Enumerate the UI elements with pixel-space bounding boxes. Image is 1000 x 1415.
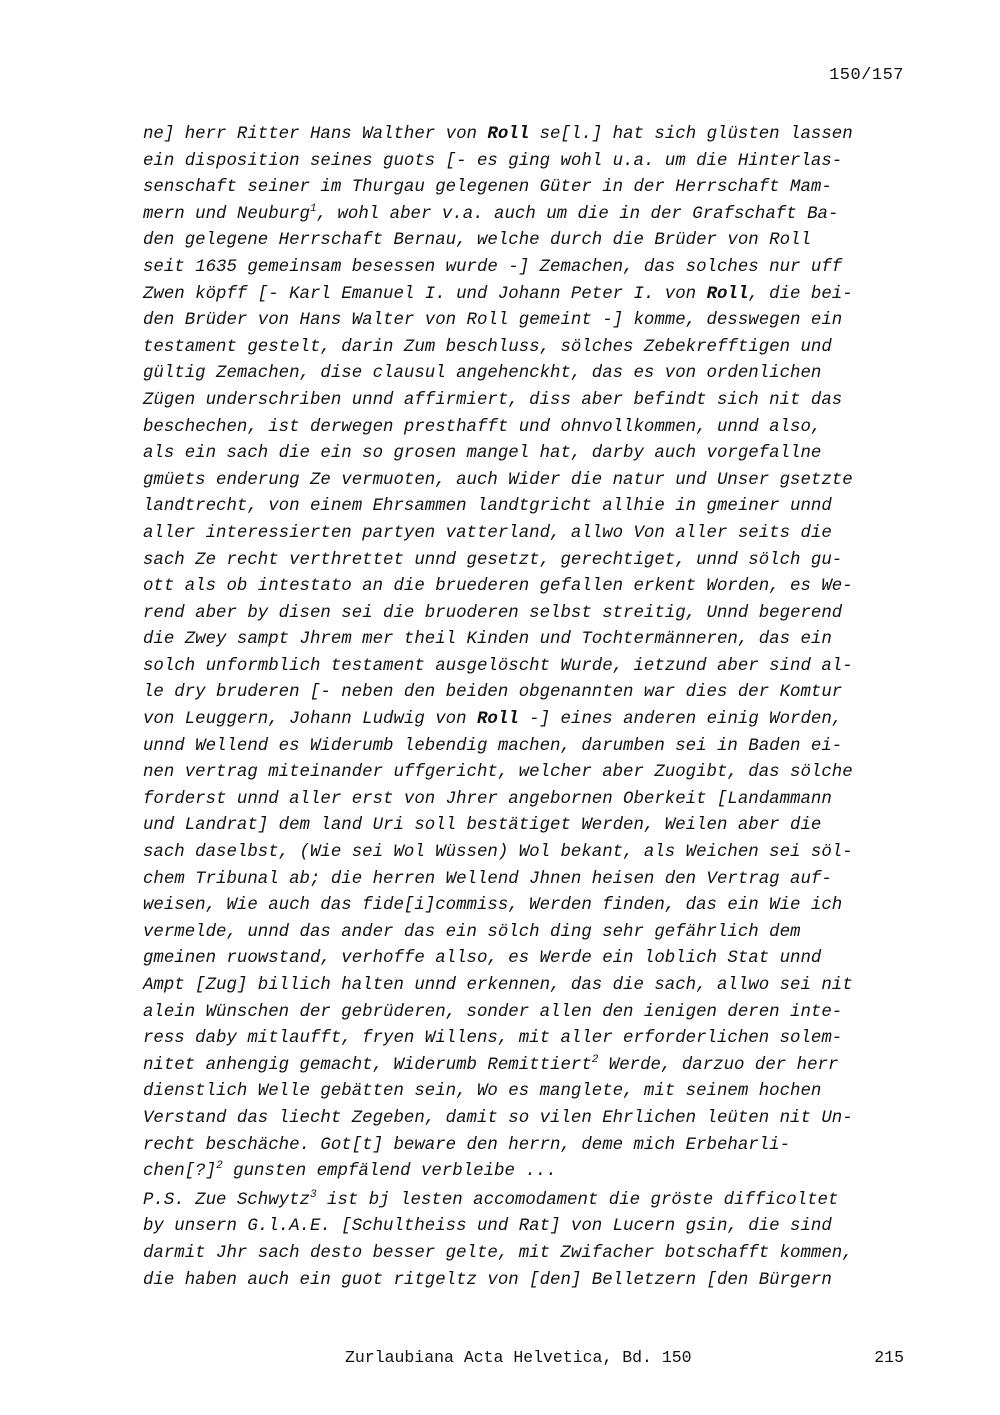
text-line: Ampt [Zug] billich halten unnd erkennen, das die sach, allwo sei nit	[143, 976, 853, 995]
ps-line: P.S. Zue Schwytz$^3$ ist bj lesten accomodament die gröste difficoltet	[143, 1188, 839, 1210]
text-line: mern und Neuburg$^1$, wohl aber v.a. auch um die in der Grafschaft Ba-	[143, 202, 839, 224]
text-line: weisen, Wie auch das fide[i]commiss, Werden finden, das ein Wie ich	[143, 896, 843, 916]
bold-name: Roll	[476, 710, 519, 730]
footnote-marker: 2	[216, 1160, 223, 1173]
text-line: aller interessierten partyen vatterland, allwo Von aller seits die	[143, 523, 832, 543]
text-line: le dry bruderen [- neben den beiden obgenannten war dies der Komtur	[143, 683, 843, 703]
text-line: gmüets enderung Ze vermuoten, auch Wider die natur und Unser gsetzte	[143, 470, 853, 490]
text-line: beschechen, ist derwegen presthafft und ohnvollkommen, unnd also,	[143, 417, 822, 437]
text-line: rend aber by disen sei die bruoderen selbst streitig, Unnd begerend	[143, 603, 843, 623]
text-line: solch unformblich testament ausgelöscht Wurde, ietzund aber sind al-	[143, 656, 853, 676]
text-line: vermelde, unnd das ander das ein sölch ding sehr gefährlich dem	[143, 922, 801, 942]
text-line: ress daby mitlaufft, fryen Willens, mit aller erforderlichen solem-	[143, 1029, 843, 1049]
text-line: ott als ob intestato an die bruederen gefallen erkent Worden, es We-	[143, 577, 853, 597]
text-line: von Leuggern, Johann Ludwig von Roll -] eines anderen einig Worden,	[143, 710, 843, 730]
text-line: chen[?]$^2$ gunsten empfälend verbleibe ...	[143, 1160, 557, 1182]
text-line: sach Ze recht verthrettet unnd gesetzt, gerechtiget, unnd sölch gu-	[143, 550, 843, 570]
text-line: nitet anhengig gemacht, Widerumb Remittiert$^2$ Werde, darzuo der herr	[143, 1053, 839, 1075]
bold-name: Roll	[706, 284, 749, 304]
ps-line: die haben auch ein guot ritgeltz von [den] Belletzern [den Bürgern	[143, 1270, 832, 1290]
text-line: ne] herr Ritter Hans Walther von Roll se[l.] hat sich glüsten lassen	[143, 125, 853, 144]
body-text	[143, 122, 923, 1294]
text-line: nen vertrag miteinander uffgericht, welcher aber Zuogibt, das sölche	[143, 763, 853, 783]
text-line: den gelegene Herrschaft Bernau, welche durch die Brüder von Roll	[143, 231, 811, 251]
bold-name: Roll	[487, 125, 530, 144]
text-line: Zwen köpff [- Karl Emanuel I. und Johann Peter I. von Roll, die bei-	[143, 284, 853, 304]
text-line: gültig Zemachen, dise clausul angehenckht, das es von ordenlichen	[143, 364, 822, 384]
text-line: und Landrat] dem land Uri soll bestätiget Werden, Weilen aber die	[143, 816, 822, 836]
footer-page-number: 215	[874, 1348, 904, 1367]
text-line: landtrecht, von einem Ehrsammen landtgricht allhie in gmeiner unnd	[143, 497, 832, 517]
main-paragraph	[143, 122, 923, 1186]
text-line: gmeinen ruowstand, verhoffe allso, es Werde ein loblich Stat unnd	[143, 949, 822, 969]
ps-line: darmit Jhr sach desto besser gelte, mit Zwifacher botschafft kommen,	[143, 1243, 853, 1263]
footnote-marker: 1	[309, 202, 317, 215]
text-line: Zügen underschriben unnd affirmiert, diss aber befindt sich nit das	[143, 390, 843, 410]
text-line: senschaft seiner im Thurgau gelegenen Güter in der Herrschaft Mam-	[143, 178, 832, 198]
text-line: unnd Wellend es Widerumb lebendig machen, darumben sei in Baden ei-	[143, 736, 843, 756]
text-line: chem Tribunal ab; die herren Wellend Jhnen heisen den Vertrag auf-	[143, 869, 832, 889]
page-number: 150/157	[829, 66, 904, 85]
footnote-marker: 2	[591, 1053, 599, 1066]
text-line: testament gestelt, darin Zum beschluss, sölches Zebekrefftigen und	[143, 337, 832, 357]
text-line: den Brüder von Hans Walter von Roll gemeint -] komme, desswegen ein	[143, 311, 843, 331]
text-line: seit 1635 gemeinsam besessen wurde -] Zemachen, das solches nur uff	[143, 257, 843, 277]
text-line: forderst unnd aller erst von Jhrer angebornen Oberkeit [Landammann	[143, 789, 832, 809]
ps-line: by unsern G.l.A.E. [Schultheiss und Rat] von Lucern gsin, die sind	[143, 1217, 832, 1237]
text-line: Verstand das liecht Zegeben, damit so vilen Ehrlichen leüten nit Un-	[143, 1108, 853, 1128]
text-line: alein Wünschen der gebrüderen, sonder allen den ienigen deren inte-	[143, 1002, 843, 1022]
text-line: ein disposition seines guots [- es ging wohl u.a. um die Hinterlas-	[143, 151, 843, 171]
text-line: sach daselbst, (Wie sei Wol Wüssen) Wol bekant, als Weichen sei söl-	[143, 843, 853, 863]
text-line: dienstlich Welle gebätten sein, Wo es manglete, mit seinem hochen	[143, 1082, 822, 1102]
text-line: recht beschäche. Got[t] beware den herrn, deme mich Erbeharli-	[143, 1135, 791, 1155]
footnote-marker: 3	[309, 1188, 317, 1201]
text-line: die Zwey sampt Jhrem mer theil Kinden und Tochtermänneren, das ein	[143, 630, 832, 650]
postscript-paragraph	[143, 1188, 923, 1294]
footer-title: Zurlaubiana Acta Helvetica, Bd. 150	[345, 1348, 692, 1367]
text-line: als ein sach die ein so grosen mangel hat, darby auch vorgefallne	[143, 444, 822, 464]
